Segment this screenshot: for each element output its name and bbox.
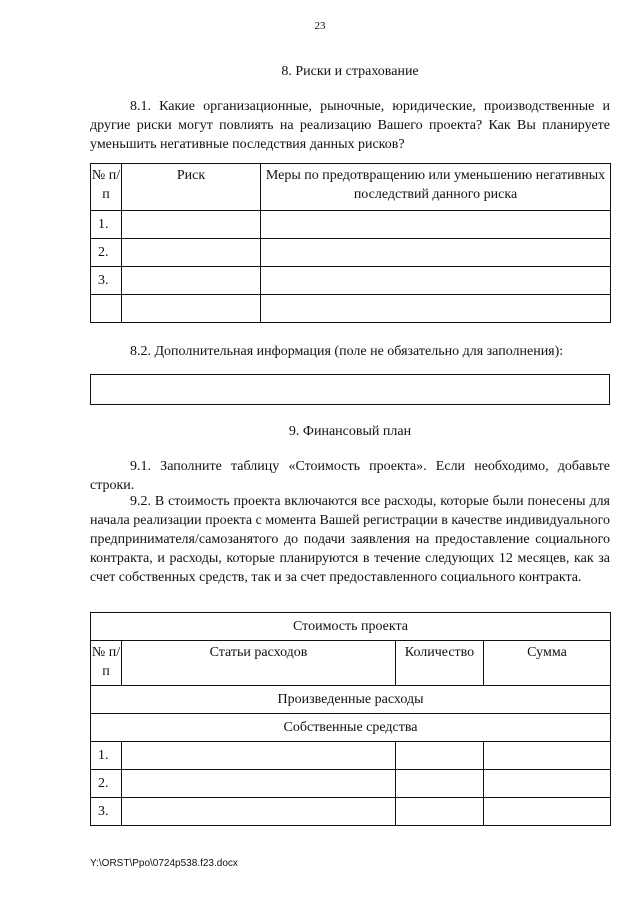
- table-row: [91, 742, 611, 770]
- measures-cell[interactable]: [261, 295, 611, 323]
- risk-cell[interactable]: [122, 267, 261, 295]
- sum-cell[interactable]: [484, 798, 611, 826]
- sum-cell[interactable]: [484, 770, 611, 798]
- expense-item-cell[interactable]: [122, 742, 396, 770]
- cost-table: [90, 612, 611, 826]
- table-row: [91, 295, 611, 323]
- measures-cell[interactable]: [261, 239, 611, 267]
- section-9-title: 9. Финансовый план: [288, 424, 412, 439]
- table-row: [91, 211, 611, 239]
- page-number: 23: [314, 20, 326, 32]
- risk-table: [90, 163, 611, 323]
- cost-table-header-num: № п/п: [91, 641, 122, 686]
- question-8-2: 8.2. Дополнительная информация (поле не обязательно для заполнения):: [130, 344, 564, 359]
- quantity-cell[interactable]: [396, 770, 484, 798]
- expense-item-cell[interactable]: [122, 798, 396, 826]
- measures-cell[interactable]: [261, 211, 611, 239]
- question-8-1: 8.1. Какие организационные, рыночные, юридические, производственные и другие риски могут повлиять на реализацию Вашего проекта? Как Вы планируете уменьшить негативные последствия данных рисков?: [90, 99, 610, 152]
- cost-row-num: 3.: [91, 798, 122, 826]
- risk-cell[interactable]: [122, 295, 261, 323]
- paragraph-9-2: 9.2. В стоимость проекта включаются все расходы, которые были понесены для начала реализации проекта с момента Вашей регистрации в качестве индивидуального предпринимателя/самозанятого до подачи заявления на предоставление социального контракта, и расходы, которые планируются в течение следующих 12 месяцев, как за счет собственных средств, так и за счет предоставленного социального контракта.: [90, 494, 610, 585]
- cost-row-num: 2.: [91, 770, 122, 798]
- cost-table-title: Стоимость проекта: [91, 613, 611, 641]
- table-row: [91, 770, 611, 798]
- risk-table-header-measures: Меры по предотвращению или уменьшению негативных последствий данного риска: [261, 164, 611, 211]
- table-row: [91, 798, 611, 826]
- risk-row-num: 2.: [91, 239, 122, 267]
- footer-file-path: Y:\ORST\Ppo\0724p538.f23.docx: [90, 858, 238, 869]
- incurred-expenses-row: Произведенные расходы: [91, 686, 611, 714]
- table-row: [91, 267, 611, 295]
- sum-cell[interactable]: [484, 742, 611, 770]
- cost-table-header-items: Статьи расходов: [122, 641, 396, 686]
- table-row: [91, 239, 611, 267]
- risk-row-num: 1.: [91, 211, 122, 239]
- own-funds-row: Собственные средства: [91, 714, 611, 742]
- risk-cell[interactable]: [122, 239, 261, 267]
- measures-cell[interactable]: [261, 267, 611, 295]
- risk-table-header-risk: Риск: [122, 164, 261, 211]
- additional-info-field[interactable]: [90, 374, 610, 405]
- risk-cell[interactable]: [122, 211, 261, 239]
- risk-row-num: [91, 295, 122, 323]
- quantity-cell[interactable]: [396, 742, 484, 770]
- paragraph-9-1: 9.1. Заполните таблицу «Стоимость проекта». Если необходимо, добавьте строки.: [90, 459, 610, 493]
- section-8-title: 8. Риски и страхование: [281, 64, 419, 79]
- quantity-cell[interactable]: [396, 798, 484, 826]
- expense-item-cell[interactable]: [122, 770, 396, 798]
- cost-table-header-qty: Количество: [396, 641, 484, 686]
- cost-row-num: 1.: [91, 742, 122, 770]
- risk-row-num: 3.: [91, 267, 122, 295]
- risk-table-header-num: № п/п: [91, 164, 122, 211]
- cost-table-header-sum: Сумма: [484, 641, 611, 686]
